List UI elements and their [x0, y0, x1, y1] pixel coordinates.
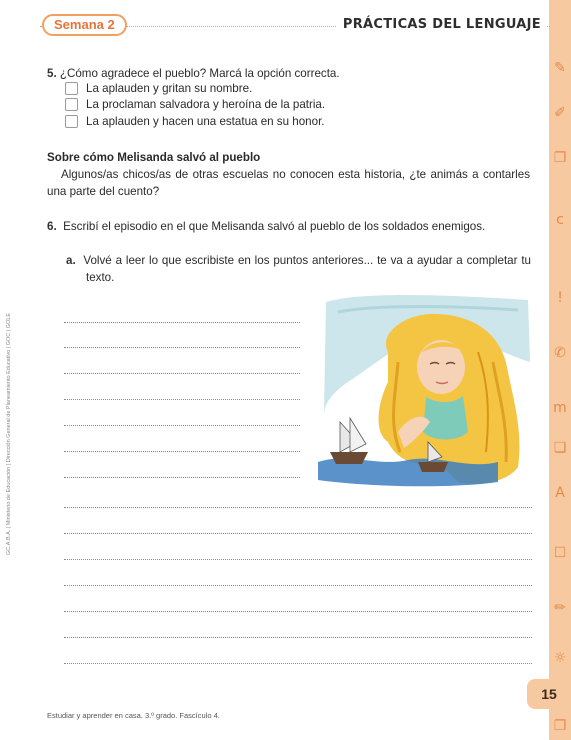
writing-line[interactable]	[64, 559, 532, 560]
melisanda-illustration	[318, 292, 536, 496]
section-heading: Sobre cómo Melisanda salvó al pueblo	[47, 151, 261, 164]
question-6a	[66, 252, 531, 286]
letter-icon: A	[555, 485, 565, 501]
writing-line[interactable]	[64, 425, 300, 426]
checkbox[interactable]	[65, 82, 78, 95]
writing-line[interactable]	[64, 451, 300, 452]
writing-line[interactable]	[64, 399, 300, 400]
writing-line[interactable]	[64, 585, 532, 586]
page-number: 15	[527, 679, 571, 709]
option-label: La proclaman salvadora y heroína de la patria.	[86, 98, 326, 111]
book-icon: ❏	[553, 440, 567, 456]
week-badge: Semana 2	[42, 14, 127, 36]
letter-icon: m	[553, 400, 567, 416]
pencil-icon: ✐	[554, 105, 566, 121]
option-label: La aplauden y gritan su nombre.	[86, 82, 253, 95]
pencil-icon: ✎	[554, 60, 566, 76]
side-decoration-strip	[549, 0, 571, 740]
writing-line[interactable]	[64, 663, 532, 664]
writing-line[interactable]	[64, 611, 532, 612]
letter-icon: c	[556, 212, 564, 228]
option-2[interactable]	[65, 98, 325, 111]
writing-line[interactable]	[64, 322, 300, 323]
question-text: ¿Cómo agradece el pueblo? Marcá la opción correcta.	[59, 67, 340, 80]
question-5	[47, 66, 527, 82]
sub-letter: a.	[66, 254, 76, 267]
writing-line[interactable]	[64, 533, 532, 534]
footer-text: Estudiar y aprender en casa. 3.º grado. Fascículo 4.	[47, 711, 220, 720]
book-icon: ❐	[553, 718, 567, 734]
exclamation-icon: !	[557, 290, 563, 306]
sub-text: Volvé a leer lo que escribiste en los puntos anteriores... te va a ayudar a completar tu texto.	[83, 254, 531, 284]
checkbox[interactable]	[65, 98, 78, 111]
writing-line[interactable]	[64, 477, 300, 478]
option-1[interactable]	[65, 82, 252, 95]
subject-title: PRÁCTICAS DEL LENGUAJE	[337, 15, 547, 35]
book-icon: ❐	[553, 150, 567, 166]
writing-line[interactable]	[64, 637, 532, 638]
question-number: 5.	[47, 67, 57, 80]
section-body: Algunos/as chicos/as de otras escuelas no conocen esta historia, ¿te animás a contarles una parte del cuento?	[47, 168, 530, 198]
writing-line[interactable]	[64, 373, 300, 374]
option-label: La aplauden y hacen una estatua en su honor.	[86, 115, 325, 128]
option-3[interactable]	[65, 115, 325, 128]
question-6	[47, 218, 531, 235]
chat-icon: ☐	[553, 545, 567, 561]
chat-icon: ✆	[554, 345, 566, 361]
side-credit: GC.A.B.A. | Ministerio de Educación | Dirección General de Planeamiento Educativo | GOC | GOLE	[6, 312, 12, 555]
pencil-icon: ✏	[554, 600, 566, 616]
question-number: 6.	[47, 220, 57, 233]
lightbulb-icon: ☼	[553, 650, 567, 666]
writing-line[interactable]	[64, 507, 532, 508]
question-text: Escribí el episodio en el que Melisanda salvó al pueblo de los soldados enemigos.	[63, 220, 486, 233]
writing-line[interactable]	[64, 347, 300, 348]
checkbox[interactable]	[65, 115, 78, 128]
